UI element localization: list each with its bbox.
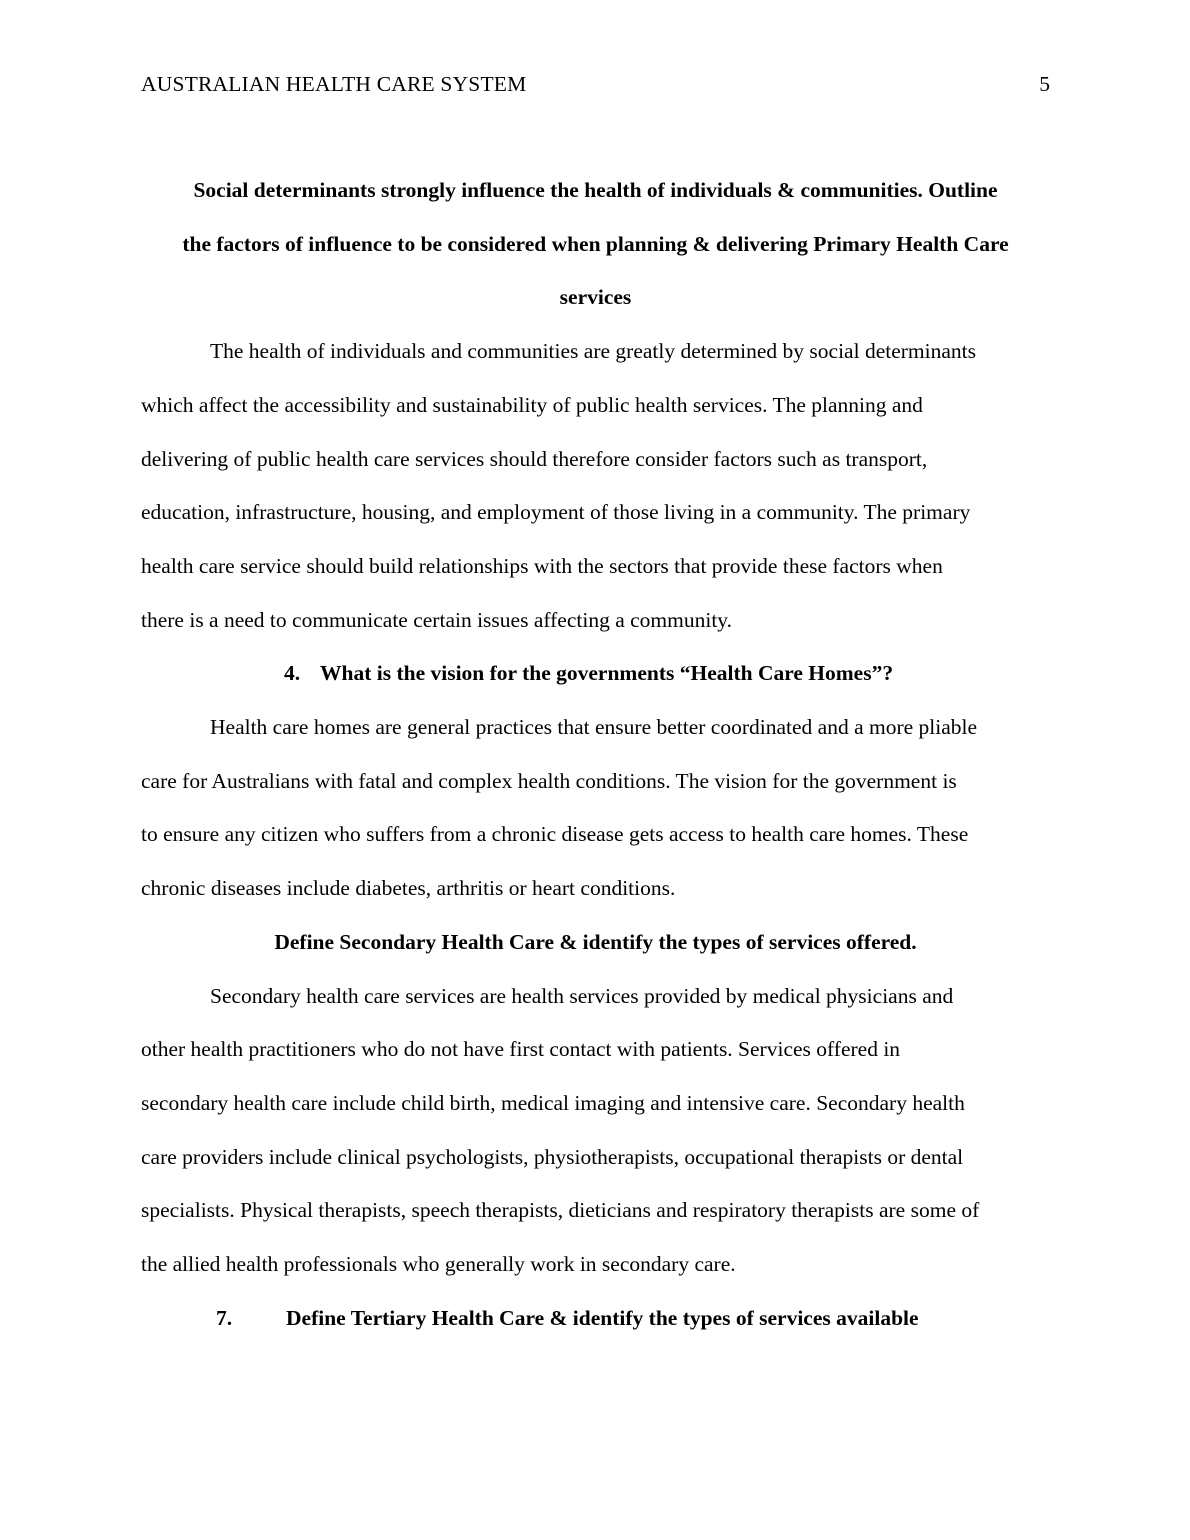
secondary-care-paragraph — [141, 970, 1050, 1292]
paragraph-line: Secondary health care services are health services provided by medical physicians and — [210, 983, 954, 1008]
heading-line: services — [559, 285, 632, 310]
paragraph-line: care for Australians with fatal and complex health conditions. The vision for the government is — [141, 768, 957, 793]
social-determinants-heading — [141, 164, 1050, 325]
paragraph-line: care providers include clinical psychologists, physiotherapists, occupational therapists or dental — [141, 1144, 964, 1169]
heading-line: Social determinants strongly influence the health of individuals & communities. Outline — [193, 178, 998, 202]
running-head: AUSTRALIAN HEALTH CARE SYSTEM — [141, 72, 527, 96]
paragraph-line: delivering of public health care services should therefore consider factors such as transport, — [141, 446, 928, 471]
paragraph-line: other health practitioners who do not have first contact with patients. Services offered in — [141, 1037, 901, 1062]
paragraph-line: health care service should build relationships with the sectors that provide these factors when — [141, 553, 943, 578]
social-determinants-paragraph — [141, 325, 1050, 647]
document-body — [141, 164, 1050, 1345]
paragraph-line: education, infrastructure, housing, and employment of those living in a community. The primary — [141, 500, 971, 525]
tertiary-care-heading — [141, 1292, 1050, 1346]
secondary-care-heading — [141, 916, 1050, 970]
heading-number: 7. — [216, 1305, 233, 1330]
paragraph-line: Health care homes are general practices that ensure better coordinated and a more pliable — [210, 715, 978, 740]
paragraph-line: there is a need to communicate certain issues affecting a community. — [141, 607, 733, 632]
paragraph-line: which affect the accessibility and sustainability of public health services. The planning and — [141, 392, 923, 417]
heading-text: What is the vision for the governments “Health Care Homes”? — [320, 661, 894, 686]
paragraph-line: chronic diseases include diabetes, arthritis or heart conditions. — [141, 876, 676, 901]
paragraph-line: secondary health care include child birth, medical imaging and intensive care. Secondary health — [141, 1090, 965, 1115]
heading-line: Define Secondary Health Care & identify the types of services offered. — [274, 929, 917, 954]
heading-number: 4. — [284, 661, 301, 686]
page-number: 5 — [1039, 72, 1050, 96]
heading-line: the factors of influence to be considered when planning & delivering Primary Health Care — [182, 231, 1009, 256]
paragraph-line: specialists. Physical therapists, speech therapists, dieticians and respiratory therapists are some of — [141, 1198, 980, 1223]
heading-text: Define Tertiary Health Care & identify the types of services available — [286, 1305, 919, 1330]
paragraph-line: the allied health professionals who generally work in secondary care. — [141, 1252, 736, 1277]
paragraph-line: The health of individuals and communities are greatly determined by social determinants — [210, 339, 977, 364]
paragraph-line: to ensure any citizen who suffers from a chronic disease gets access to health care homes. These — [141, 822, 969, 847]
health-care-homes-heading — [141, 647, 1050, 701]
health-care-homes-paragraph — [141, 701, 1050, 916]
